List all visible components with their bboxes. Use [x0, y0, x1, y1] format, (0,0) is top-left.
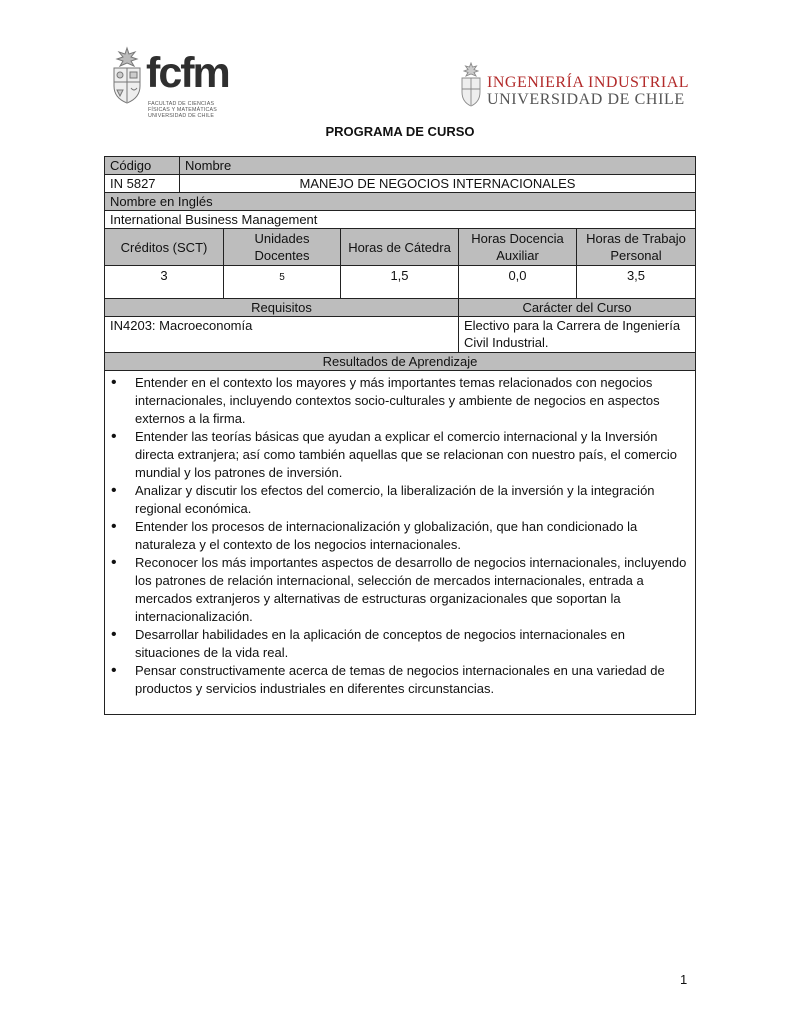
table-row: [105, 193, 695, 211]
bullet-icon: •: [111, 626, 117, 643]
catedra-header: Horas de Cátedra: [341, 229, 459, 265]
creditos-header: Créditos (SCT): [105, 229, 224, 265]
list-item: • Analizar y discutir los efectos del comercio, la liberalización de la inversión y la integración regional económica.: [111, 482, 655, 516]
list-item: • Entender en el contexto los mayores y más importantes temas relacionados con negocios internacionales, incluyendo contextos socio-culturales y ambiente de negocios en aspectos externos a la firma.: [111, 374, 660, 426]
list-item: • Entender las teorías básicas que ayudan a explicar el comercio internacional y la Inversión directa extranjera; así como también aquellas que se relacionan con nuestro país, el comercio mundial y los patrones de inversión.: [111, 428, 677, 480]
unidades-value: 5: [224, 266, 341, 298]
nombre-ingles-label: Nombre en Inglés: [110, 194, 213, 209]
bullet-icon: •: [111, 518, 117, 535]
resultados-list: [105, 371, 695, 714]
document-title: PROGRAMA DE CURSO: [325, 124, 475, 139]
list-item: • Desarrollar habilidades en la aplicación de conceptos de negocios internacionales en situaciones de la vida real.: [111, 626, 625, 660]
list-item: • Reconocer los más importantes aspectos de desarrollo de negocios internacionales, incluyendo los patrones de relación internacional, selección de mercados internacionales, entrada a mercados extranjeros y alternativas de estructuras organizacionales que soportan la internacionalización.: [111, 554, 687, 624]
university-shield-icon: [110, 46, 144, 106]
table-row: [105, 299, 695, 317]
bullet-icon: •: [111, 662, 117, 679]
creditos-value: 3: [105, 266, 224, 298]
requisitos-label: Requisitos: [105, 299, 459, 316]
auxiliar-header: Horas Docencia Auxiliar: [459, 229, 577, 265]
logo-line-1: INGENIERÍA INDUSTRIAL: [487, 74, 690, 91]
page-number: 1: [680, 972, 688, 987]
bullet-icon: •: [111, 374, 117, 391]
fcfm-logo: [110, 44, 235, 126]
personal-value: 3,5: [626, 268, 646, 283]
auxiliar-value: 0,0: [459, 266, 577, 298]
table-row: [105, 317, 695, 353]
list-item: • Pensar constructivamente acerca de temas de negocios internacionales en una variedad de productos y servicios industriales en diferentes circunstancias.: [111, 662, 665, 696]
university-shield-icon: [460, 62, 482, 108]
table-row: [105, 175, 695, 193]
table-row: [105, 353, 695, 371]
unidades-header: Unidades Docentes: [224, 229, 341, 265]
nombre-value: MANEJO DE NEGOCIOS INTERNACIONALES: [299, 176, 576, 191]
resultados-label: Resultados de Aprendizaje: [322, 354, 478, 369]
table-row: [105, 211, 695, 229]
nombre-ingles-value: International Business Management: [110, 212, 318, 227]
fcfm-wordmark: fcfm: [146, 49, 229, 97]
bullet-icon: •: [111, 428, 117, 445]
codigo-value: IN 5827: [105, 175, 180, 192]
ingenieria-industrial-logo: [460, 62, 690, 110]
nombre-label: Nombre: [185, 158, 232, 173]
list-item: • Entender los procesos de internacionalización y globalización, que han condicionado la naturaleza y el contexto de los negocios internacionales.: [111, 518, 638, 552]
codigo-label: Código: [105, 157, 180, 174]
bullet-icon: •: [111, 554, 117, 571]
logo-line-2: UNIVERSIDAD DE CHILE: [487, 91, 685, 108]
table-row: [105, 371, 695, 714]
course-table: [104, 156, 696, 715]
table-row: [105, 266, 695, 299]
fcfm-subtitle: FACULTAD DE CIENCIAS FÍSICAS Y MATEMÁTICAS UNIVERSIDAD DE CHILE: [148, 101, 217, 119]
resultados-cell: [105, 371, 695, 714]
bullet-icon: •: [111, 482, 117, 499]
table-row: [105, 157, 695, 175]
caracter-label: Carácter del Curso: [522, 300, 632, 315]
personal-header: Horas de Trabajo Personal: [586, 231, 686, 263]
catedra-value: 1,5: [341, 266, 459, 298]
caracter-value: Electivo para la Carrera de Ingeniería Civil Industrial.: [464, 318, 681, 350]
requisitos-value: IN4203: Macroeconomía: [105, 317, 459, 352]
table-row: [105, 229, 695, 266]
